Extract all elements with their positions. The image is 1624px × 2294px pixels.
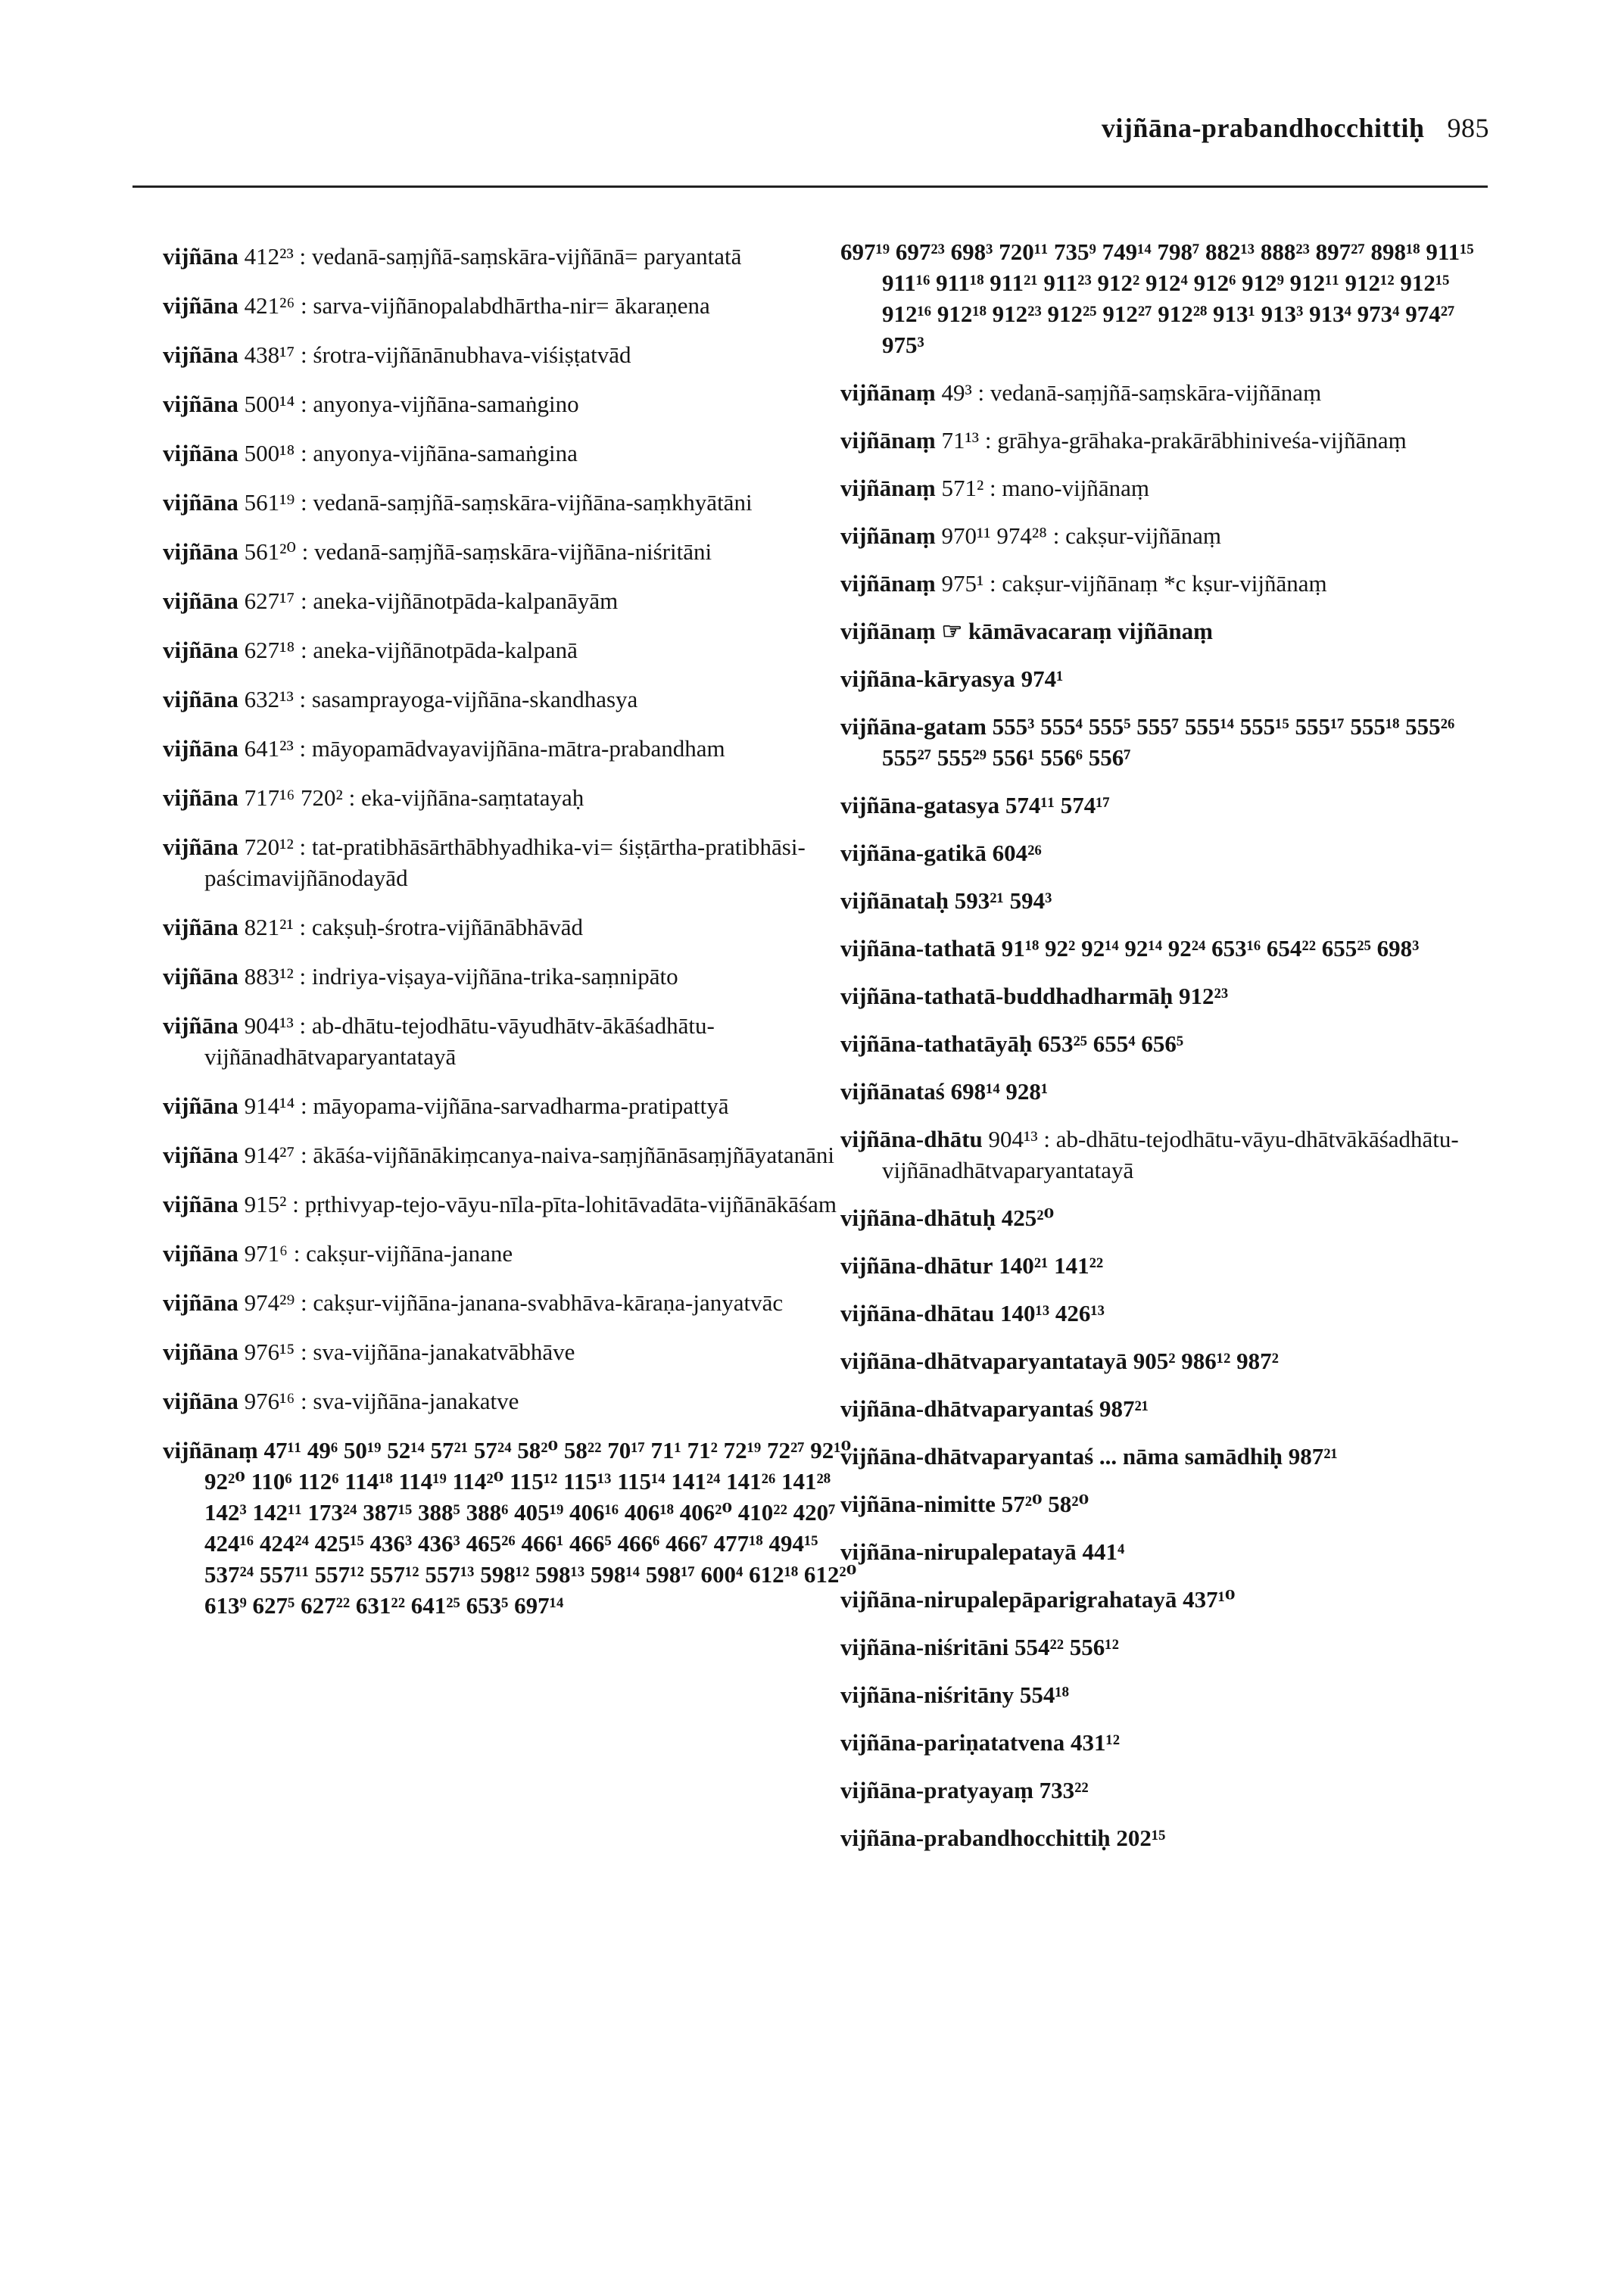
entry-separator: : [342, 784, 361, 811]
entry-gloss: ākāśa-vijñānākiṃcanya-naiva-saṃjñānāsaṃjñāyatanāni [313, 1142, 834, 1168]
right-column [840, 236, 1484, 1870]
entry-references: 437¹⁰ [1183, 1586, 1236, 1613]
entry-references: 91¹⁸ 92² 92¹⁴ 92¹⁴ 92²⁴ 653¹⁶ 654²² 655²⁵ 698³ [1001, 935, 1420, 962]
entry-references: 904¹³ [988, 1126, 1038, 1152]
entry-references: 987²¹ [1288, 1443, 1338, 1470]
entry-headword: vijñāna [163, 489, 238, 516]
entry-separator: : [295, 637, 313, 663]
entry-headword: vijñāna [163, 686, 238, 712]
entry-separator: : [295, 292, 313, 319]
entry-references: 914²⁷ [244, 1142, 295, 1168]
index-entry [163, 1435, 871, 1621]
entry-headword: vijñāna [163, 1289, 238, 1316]
entry-headword: vijñāna [163, 391, 238, 417]
entry-separator: : [293, 834, 312, 860]
index-entry [840, 1488, 1484, 1519]
header-rule [132, 185, 1488, 188]
index-entry [840, 980, 1484, 1011]
entry-references: 976¹⁵ [244, 1339, 295, 1365]
entry-gloss: aneka-vijñānotpāda-kalpanā [313, 637, 578, 663]
entry-headword: vijñāna-gatam [840, 713, 987, 740]
entry-headword: vijñānataḥ [840, 887, 949, 914]
entry-references: 140¹³ 426¹³ [1000, 1300, 1105, 1326]
entry-references: 974²⁹ [244, 1289, 295, 1316]
entry-references: 698¹⁴ 928¹ [950, 1078, 1049, 1105]
entry-gloss: sva-vijñāna-janakatvābhāve [313, 1339, 575, 1365]
entry-gloss: vedanā-saṃjñā-saṃskāra-vijñāna-saṃkhyātāni [313, 489, 753, 516]
entry-references: 431¹² [1071, 1729, 1121, 1756]
index-entry [840, 568, 1484, 599]
entry-headword: vijñāna-pariṇatatvena [840, 1729, 1065, 1756]
index-entry [163, 241, 871, 272]
entry-gloss: ab-dhātu-tejodhātu-vāyu-dhātvākāśadhātu-vijñānadhātvaparyantatayā [882, 1126, 1459, 1183]
index-entry [840, 1727, 1484, 1758]
entry-gloss: sva-vijñāna-janakatve [313, 1388, 519, 1414]
entry-headword: vijñāna-nirupalepatayā [840, 1538, 1077, 1565]
entry-references: 604²⁶ [992, 840, 1042, 866]
index-entry [840, 790, 1484, 821]
index-entry [840, 377, 1484, 408]
index-entry [840, 1679, 1484, 1710]
entry-headword: vijñāna-niśritāny [840, 1682, 1015, 1708]
index-entry [840, 1584, 1484, 1615]
entry-separator: : [293, 963, 312, 990]
entry-headword: vijñāna [163, 1191, 238, 1217]
index-entry [163, 388, 871, 419]
index-entry [163, 290, 871, 321]
entry-references: ☞ kāmāvacaraṃ vijñānaṃ [941, 618, 1213, 644]
index-entry [163, 1010, 871, 1072]
entry-separator: : [295, 1092, 313, 1119]
entry-headword: vijñāna-dhātvaparyantaś ... nāma samādhiḥ [840, 1443, 1283, 1470]
entry-references: 717¹⁶ 720² [244, 784, 343, 811]
left-column [163, 241, 871, 1639]
entry-headword: vijñāna-dhātu [840, 1126, 983, 1152]
index-entry [840, 1076, 1484, 1107]
entry-headword: vijñāna-tathatā-buddhadharmāḥ [840, 983, 1174, 1009]
index-entry [163, 1336, 871, 1367]
entry-references: 720¹² [244, 834, 294, 860]
index-entry [163, 536, 871, 567]
entry-separator: : [295, 489, 313, 516]
entry-references: 653²⁵ 655⁴ 656⁵ [1037, 1030, 1184, 1057]
entry-references: 904¹³ [244, 1012, 294, 1039]
index-entry [163, 912, 871, 943]
entry-gloss: anyonya-vijñāna-samaṅgina [313, 440, 578, 466]
index-entry [163, 438, 871, 469]
entry-references: 627¹⁷ [244, 588, 295, 614]
entry-headword: vijñāna-dhātvaparyantatayā [840, 1348, 1127, 1374]
entry-references: 641²³ [244, 735, 294, 762]
index-entry [840, 1298, 1484, 1329]
entry-headword: vijñāna [163, 243, 238, 270]
entry-separator: : [295, 538, 315, 565]
entry-separator: : [295, 440, 313, 466]
entry-gloss: eka-vijñāna-saṃtatayaḥ [360, 784, 584, 811]
entry-gloss: anyonya-vijñāna-samaṅgino [313, 391, 579, 417]
entry-separator: : [293, 686, 312, 712]
index-entry [163, 339, 871, 370]
entry-headword: vijñāna-niśritāni [840, 1634, 1009, 1660]
index-entry [163, 1287, 871, 1318]
index-entry [163, 634, 871, 665]
entry-headword: vijñāna [163, 440, 238, 466]
entry-headword: vijñāna-dhātau [840, 1300, 995, 1326]
entry-headword: vijñāna [163, 914, 238, 940]
entry-references: 914¹⁴ [244, 1092, 295, 1119]
entry-headword: vijñāna [163, 1388, 238, 1414]
index-entry [163, 782, 871, 813]
entry-headword: vijñānaṃ [840, 618, 936, 644]
entry-headword: vijñāna-dhātur [840, 1252, 993, 1279]
index-entry [163, 1385, 871, 1417]
entry-references: 71¹³ [941, 427, 980, 454]
entry-headword: vijñānaṃ [840, 522, 936, 549]
index-entry [840, 837, 1484, 868]
entry-references: 438¹⁷ [244, 341, 295, 368]
entry-references: 883¹² [244, 963, 294, 990]
entry-separator: : [295, 1289, 313, 1316]
entry-headword: vijñāna [163, 1339, 238, 1365]
entry-gloss: sasamprayoga-vijñāna-skandhasya [311, 686, 638, 712]
entry-gloss: vedanā-saṃjñā-saṃskāra-vijñānā= paryantatā [311, 243, 742, 270]
entry-gloss: mano-vijñānaṃ [1002, 475, 1149, 501]
entry-references: 561¹⁹ [244, 489, 295, 516]
index-entry [163, 1139, 871, 1170]
index-entry [163, 1090, 871, 1121]
entry-headword: vijñāna [163, 292, 238, 319]
entry-gloss: māyopama-vijñāna-sarvadharma-pratipattyā [313, 1092, 729, 1119]
entry-gloss: tat-pratibhāsārthābhyadhika-vi= śiṣṭārtha-pratibhāsi-paścimavijñānodayād [204, 834, 806, 891]
entry-gloss: cakṣur-vijñānaṃ [1065, 522, 1222, 549]
entry-gloss: indriya-viṣaya-vijñāna-trika-saṃnipāto [311, 963, 678, 990]
entry-separator: : [293, 914, 312, 940]
entry-separator: : [295, 588, 313, 614]
entry-headword: vijñāna-kāryasya [840, 665, 1015, 692]
entry-headword: vijñāna-dhātuḥ [840, 1205, 996, 1231]
entry-headword: vijñāna [163, 784, 238, 811]
entry-gloss: pṛthivyap-tejo-vāyu-nīla-pīta-lohitāvadāta-vijñānākāśam [304, 1191, 837, 1217]
entry-separator: : [983, 475, 1002, 501]
entry-references: 974¹ [1021, 665, 1064, 692]
entry-references: 571² [941, 475, 984, 501]
index-entry [840, 425, 1484, 456]
entry-headword: vijñāna-gatasya [840, 792, 1000, 818]
index-entry [163, 831, 871, 893]
entry-headword: vijñāna [163, 341, 238, 368]
entry-gloss: cakṣur-vijñāna-janana-svabhāva-kāraṇa-janyatvāc [313, 1289, 784, 1316]
index-entry [840, 663, 1484, 694]
entry-separator: : [1037, 1126, 1056, 1152]
entry-separator: : [293, 1012, 312, 1039]
index-entry [163, 684, 871, 715]
entry-headword: vijñānataś [840, 1078, 945, 1105]
entry-separator: : [293, 243, 312, 270]
entry-references: 500¹⁴ [244, 391, 295, 417]
entry-headword: vijñāna-nirupalepāparigrahatayā [840, 1586, 1177, 1613]
entry-references: 554¹⁸ [1019, 1682, 1069, 1708]
index-entry [163, 961, 871, 992]
entry-headword: vijñāna [163, 963, 238, 990]
index-entry [840, 1028, 1484, 1059]
entry-separator: : [287, 1240, 307, 1267]
entry-gloss: cakṣuḥ-śrotra-vijñānābhāvād [311, 914, 583, 940]
index-entry [163, 585, 871, 616]
entry-separator: : [979, 427, 998, 454]
entry-references: 500¹⁸ [244, 440, 295, 466]
index-entry [163, 733, 871, 764]
entry-headword: vijñānaṃ [840, 570, 936, 597]
entry-references: 593²¹ 594³ [954, 887, 1052, 914]
entry-headword: vijñāna [163, 834, 238, 860]
entry-references: 905² 986¹² 987² [1133, 1348, 1279, 1374]
entry-separator: : [295, 341, 313, 368]
continuation-refs: 697¹⁹ 697²³ 698³ 720¹¹ 735⁹ 749¹⁴ 798⁷ 882¹³ 888²³ 897²⁷ 898¹⁸ 911¹⁵ 911¹⁶ 911¹⁸ 911²¹ 911²³ 912² 912⁴ 912⁶ 912⁹ 912¹¹ 912¹² 912¹⁵ 912¹⁶ 912¹⁸ 912²³ 912²⁵ 912²⁷ 912²⁸ 913¹ 913³ 913⁴ 973⁴ 974²⁷ 975³ [840, 238, 1474, 358]
entry-headword: vijñāna [163, 1092, 238, 1119]
entry-references: 421²⁶ [244, 292, 295, 319]
index-entry [840, 1775, 1484, 1806]
entry-headword: vijñāna [163, 735, 238, 762]
entry-separator: : [295, 391, 313, 417]
entry-references: 976¹⁶ [244, 1388, 295, 1414]
entry-separator: : [971, 379, 990, 406]
entry-references: 561²⁰ [244, 538, 296, 565]
index-entry [840, 1393, 1484, 1424]
header-title: vijñāna-prabandhocchittiḥ [1101, 113, 1425, 143]
entry-references: 57²⁰ 58²⁰ [1001, 1491, 1089, 1517]
entry-references: 412²³ [244, 243, 294, 270]
entry-headword: vijñāna-pratyayaṃ [840, 1777, 1033, 1803]
index-entry [840, 1202, 1484, 1233]
page-number: 985 [1447, 113, 1489, 143]
entry-gloss: cakṣur-vijñāna-janane [306, 1240, 513, 1267]
entry-separator: : [295, 1339, 313, 1365]
index-entry [840, 472, 1484, 503]
entry-headword: vijñāna [163, 1012, 238, 1039]
entry-headword: vijñāna-prabandhocchittiḥ [840, 1825, 1111, 1851]
index-entry [163, 487, 871, 518]
entry-references: 627¹⁸ [244, 637, 295, 663]
entry-gloss: aneka-vijñānotpāda-kalpanāyām [313, 588, 619, 614]
entry-separator: : [295, 1388, 313, 1414]
index-entry [840, 1632, 1484, 1663]
entry-references: 733²² [1039, 1777, 1089, 1803]
entry-headword: vijñāna-dhātvaparyantaś [840, 1395, 1094, 1422]
index-entry [840, 711, 1484, 773]
entry-gloss: ab-dhātu-tejodhātu-vāyudhātv-ākāśadhātu-vijñānadhātvaparyantatayā [204, 1012, 715, 1070]
entry-headword: vijñānaṃ [163, 1437, 258, 1463]
entry-references: 971⁶ [244, 1240, 288, 1267]
entry-separator: : [286, 1191, 305, 1217]
entry-references: 49³ [941, 379, 972, 406]
index-entry [840, 1822, 1484, 1853]
entry-references: 915² [244, 1191, 287, 1217]
index-entry [840, 616, 1484, 647]
entry-references: 912²³ [1179, 983, 1229, 1009]
entry-headword: vijñānaṃ [840, 427, 936, 454]
entry-gloss: śrotra-vijñānānubhava-viśiṣṭatvād [313, 341, 631, 368]
running-header [1102, 112, 1489, 144]
index-entry [840, 885, 1484, 916]
entry-gloss: grāhya-grāhaka-prakārābhiniveśa-vijñānaṃ [997, 427, 1407, 454]
entry-headword: vijñānaṃ [840, 379, 936, 406]
entry-headword: vijñāna-tathatā [840, 935, 996, 962]
entry-references: 441⁴ [1082, 1538, 1125, 1565]
entry-references: 425²⁰ [1001, 1205, 1055, 1231]
entry-headword: vijñāna-nimitte [840, 1491, 996, 1517]
entry-gloss: vedanā-saṃjñā-saṃskāra-vijñānaṃ [990, 379, 1322, 406]
entry-references: 574¹¹ 574¹⁷ [1005, 792, 1110, 818]
entry-headword: vijñāna-tathatāyāḥ [840, 1030, 1033, 1057]
entry-references: 632¹³ [244, 686, 294, 712]
index-entry [163, 1189, 871, 1220]
entry-headword: vijñāna [163, 1142, 238, 1168]
entry-references: 821²¹ [244, 914, 294, 940]
index-entry [840, 1441, 1484, 1472]
index-entry [840, 520, 1484, 551]
entry-gloss: vedanā-saṃjñā-saṃskāra-vijñāna-niśritāni [314, 538, 712, 565]
index-entry [840, 1536, 1484, 1567]
entry-references: 140²¹ 141²² [999, 1252, 1104, 1279]
entry-headword: vijñāna [163, 1240, 238, 1267]
entry-separator: : [1046, 522, 1066, 549]
entry-references: 975¹ [941, 570, 984, 597]
index-entry [840, 933, 1484, 964]
entry-separator: : [295, 1142, 313, 1168]
entry-headword: vijñāna [163, 588, 238, 614]
index-entry [163, 1238, 871, 1269]
index-entry [840, 1345, 1484, 1376]
entry-references: 970¹¹ 974²⁸ [941, 522, 1047, 549]
entry-references: 47¹¹ 49⁶ 50¹⁹ 52¹⁴ 57²¹ 57²⁴ 58²⁰ 58²² 70¹⁷ 71¹ 71² 72¹⁹ 72²⁷ 92¹⁰ 92²⁰ 110⁶ 112⁶ 114¹⁸ 114¹⁹ 114²⁰ 115¹² 115¹³ 115¹⁴ 141²⁴ 141²⁶ 141²⁸ 142³ 142¹¹ 173²⁴ 387¹⁵ 388⁵ 388⁶ 405¹⁹ 406¹⁶ 406¹⁸ 406²⁰ 410²² 420⁷ 424¹⁶ 424²⁴ 425¹⁵ 436³ 436³ 465²⁶ 466¹ 466⁵ 466⁶ 466⁷ 477¹⁸ 494¹⁵ 537²⁴ 557¹¹ 557¹² 557¹² 557¹³ 598¹² 598¹³ 598¹⁴ 598¹⁷ 600⁴ 612¹⁸ 612²⁰ 613⁹ 627⁵ 627²² 631²² 641²⁵ 653⁵ 697¹⁴ [204, 1437, 857, 1619]
entry-references: 554²² 556¹² [1014, 1634, 1119, 1660]
entry-headword: vijñāna [163, 637, 238, 663]
index-entry [840, 1124, 1484, 1186]
entry-references: 202¹⁵ [1116, 1825, 1166, 1851]
entry-gloss: cakṣur-vijñānaṃ *c kṣur-vijñānaṃ [1002, 570, 1327, 597]
right-entries [840, 377, 1484, 1853]
entry-headword: vijñāna [163, 538, 238, 565]
entry-gloss: sarva-vijñānopalabdhārtha-nir= ākaraṇena [313, 292, 710, 319]
entry-references: 555³ 555⁴ 555⁵ 555⁷ 555¹⁴ 555¹⁵ 555¹⁷ 555¹⁸ 555²⁶ 555²⁷ 555²⁹ 556¹ 556⁶ 556⁷ [882, 713, 1455, 771]
index-entry [840, 1250, 1484, 1281]
entry-gloss: māyopamādvayavijñāna-mātra-prabandham [311, 735, 725, 762]
entry-separator: : [983, 570, 1002, 597]
entry-separator: : [293, 735, 312, 762]
entry-headword: vijñānaṃ [840, 475, 936, 501]
entry-headword: vijñāna-gatikā [840, 840, 987, 866]
entry-references: 987²¹ [1099, 1395, 1149, 1422]
